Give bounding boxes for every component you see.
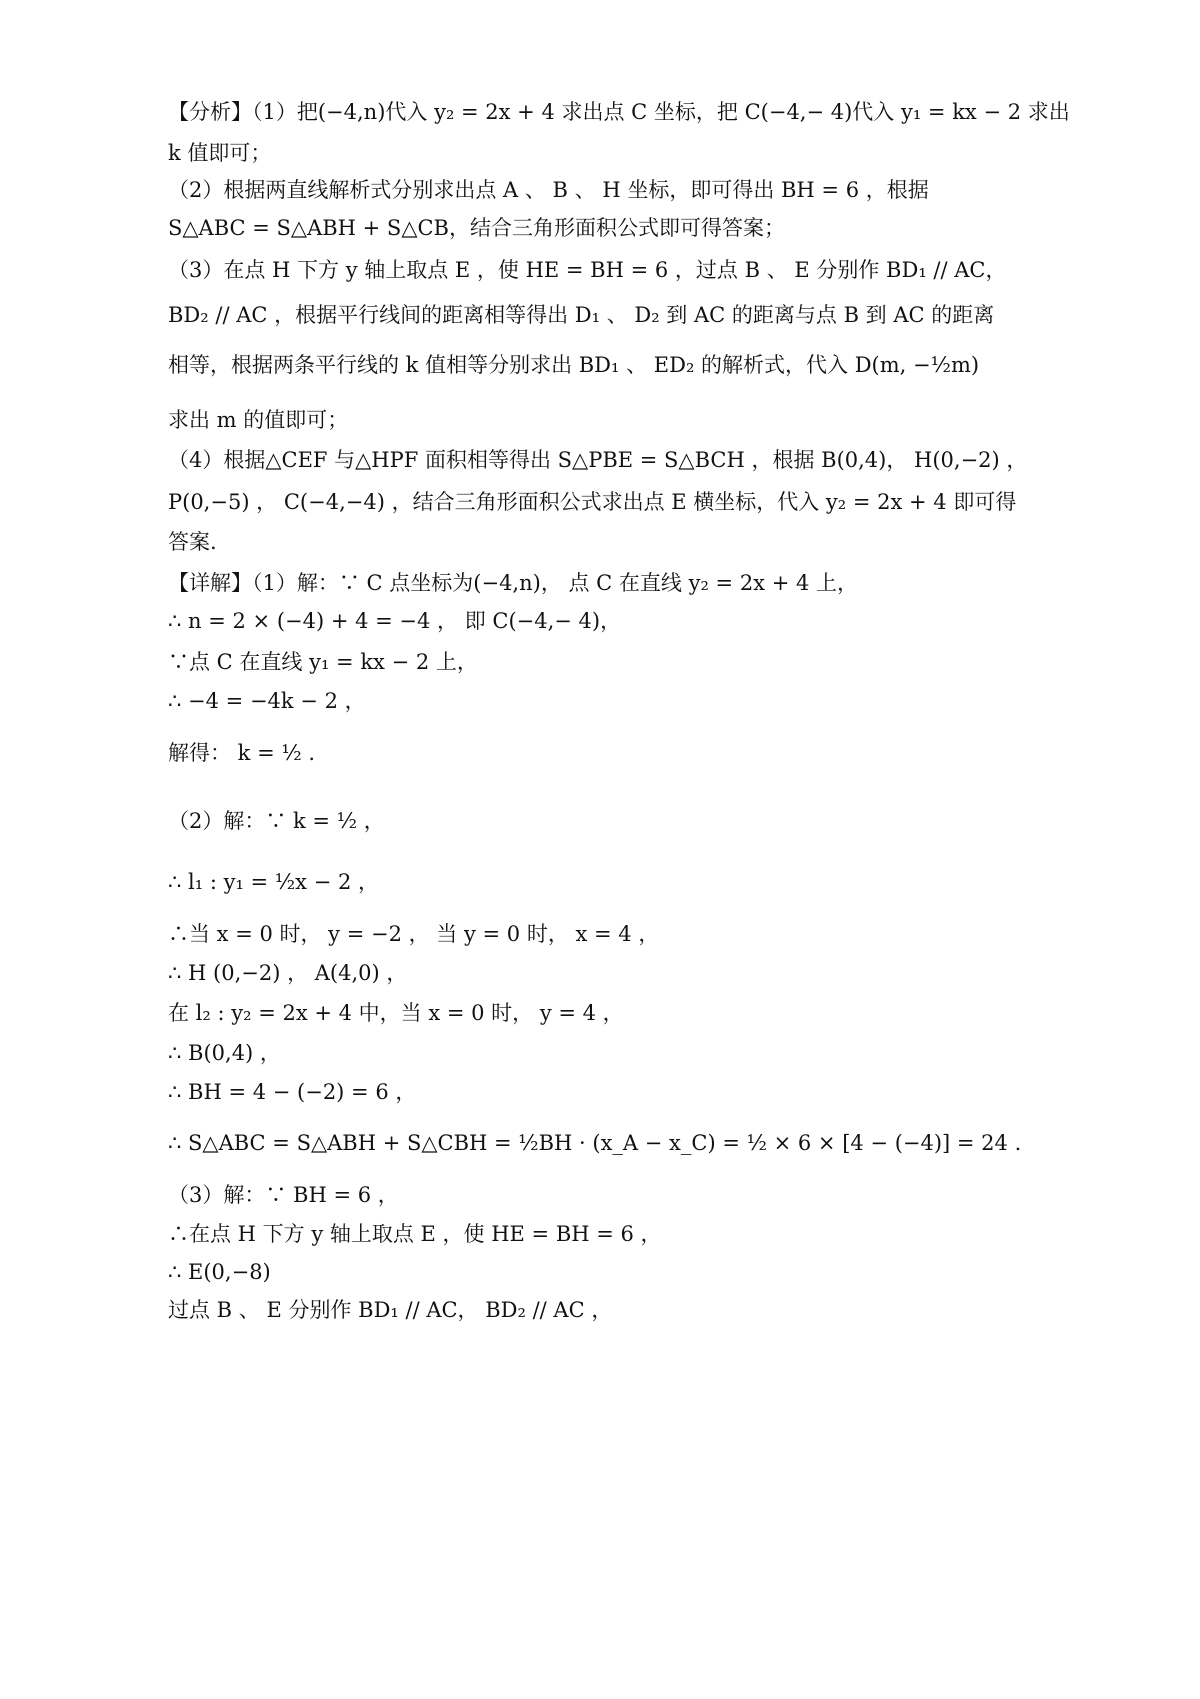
line-text: （2）解：∵ k = ½ ， bbox=[168, 809, 385, 833]
line-text: 解得： k = ½ . bbox=[168, 741, 316, 765]
text-line bbox=[0, 733, 1200, 773]
line-text: ∴在点 H 下方 y 轴上取点 E ，使 HE = BH = 6 ， bbox=[168, 1222, 662, 1246]
line-text: ∴当 x = 0 时， y = −2 ， 当 y = 0 时， x = 4 ， bbox=[168, 922, 660, 946]
text-line bbox=[0, 862, 1200, 902]
line-text: k 值即可； bbox=[168, 141, 272, 165]
text-line bbox=[0, 801, 1200, 841]
text-line bbox=[0, 1214, 1200, 1254]
text-line bbox=[0, 92, 1200, 132]
text-line bbox=[0, 133, 1200, 173]
line-text: ∵点 C 在直线 y₁ = kx − 2 上， bbox=[168, 650, 478, 674]
text-line bbox=[0, 1072, 1200, 1112]
line-text: （3）在点 H 下方 y 轴上取点 E ，使 HE = BH = 6 ，过点 B 、 E 分别作 BD₁ // AC， bbox=[168, 258, 1007, 282]
line-text: （2）根据两直线解析式分别求出点 A 、 B 、 H 坐标，即可得出 BH = 6 ，根据 bbox=[168, 178, 929, 202]
text-line bbox=[0, 563, 1200, 603]
line-text: （4）根据△CEF 与△HPF 面积相等得出 S△PBE = S△BCH ，根据 B(0,4)， H(0,−2) ， bbox=[168, 448, 1028, 472]
line-text: （3）解：∵ BH = 6 ， bbox=[168, 1183, 399, 1207]
text-line bbox=[0, 914, 1200, 954]
line-text: 【分析】（1）把(−4,n)代入 y₂ = 2x + 4 求出点 C 坐标，把 C(−4,− 4)代入 y₁ = kx − 2 求出 bbox=[168, 100, 1070, 124]
line-text: 过点 B 、 E 分别作 BD₁ // AC， BD₂ // AC ， bbox=[168, 1298, 613, 1322]
line-text: ∴ H (0,−2) ， A(4,0) ， bbox=[168, 961, 408, 985]
line-text: 【详解】（1）解：∵ C 点坐标为(−4,n)， 点 C 在直线 y₂ = 2x + 4 上， bbox=[168, 571, 859, 595]
text-line bbox=[0, 482, 1200, 522]
text-line bbox=[0, 681, 1200, 721]
line-text: ∴ BH = 4 − (−2) = 6 ， bbox=[168, 1080, 417, 1104]
text-line bbox=[0, 250, 1200, 290]
text-line bbox=[0, 601, 1200, 641]
text-line bbox=[0, 993, 1200, 1033]
text-line bbox=[0, 295, 1200, 335]
text-line bbox=[0, 642, 1200, 682]
text-line bbox=[0, 1123, 1200, 1163]
text-line bbox=[0, 1252, 1200, 1292]
line-text: 相等，根据两条平行线的 k 值相等分别求出 BD₁ 、 ED₂ 的解析式，代入 D(m, −½m) bbox=[168, 353, 980, 377]
line-text: BD₂ // AC ，根据平行线间的距离相等得出 D₁ 、 D₂ 到 AC 的距离与点 B 到 AC 的距离 bbox=[168, 303, 995, 327]
line-text: ∴ S△ABC = S△ABH + S△CBH = ½BH · (x_A − x_C) = ½ × 6 × [4 − (−4)] = 24 . bbox=[168, 1131, 1022, 1155]
line-text: ∴ −4 = −4k − 2 ， bbox=[168, 689, 366, 713]
text-line bbox=[0, 1290, 1200, 1330]
line-text: ∴ B(0,4) ， bbox=[168, 1041, 281, 1065]
text-line bbox=[0, 1175, 1200, 1215]
line-text: ∴ E(0,−8) bbox=[168, 1260, 271, 1284]
line-text: 答案. bbox=[168, 530, 217, 554]
text-line bbox=[0, 400, 1200, 440]
line-text: ∴ n = 2 × (−4) + 4 = −4 ， 即 C(−4,− 4)， bbox=[168, 609, 622, 633]
text-line bbox=[0, 440, 1200, 480]
text-line bbox=[0, 170, 1200, 210]
line-text: 求出 m 的值即可； bbox=[168, 408, 349, 432]
line-text: 在 l₂ : y₂ = 2x + 4 中，当 x = 0 时， y = 4 ， bbox=[168, 1001, 624, 1025]
text-line bbox=[0, 522, 1200, 562]
text-line bbox=[0, 1033, 1200, 1073]
line-text: P(0,−5) ， C(−4,−4) ，结合三角形面积公式求出点 E 横坐标，代入 y₂ = 2x + 4 即可得 bbox=[168, 490, 1017, 514]
text-line bbox=[0, 345, 1200, 385]
line-text: S△ABC = S△ABH + S△CB，结合三角形面积公式即可得答案； bbox=[168, 216, 785, 240]
text-line bbox=[0, 953, 1200, 993]
text-line bbox=[0, 208, 1200, 248]
line-text: ∴ l₁ : y₁ = ½x − 2 ， bbox=[168, 870, 380, 894]
